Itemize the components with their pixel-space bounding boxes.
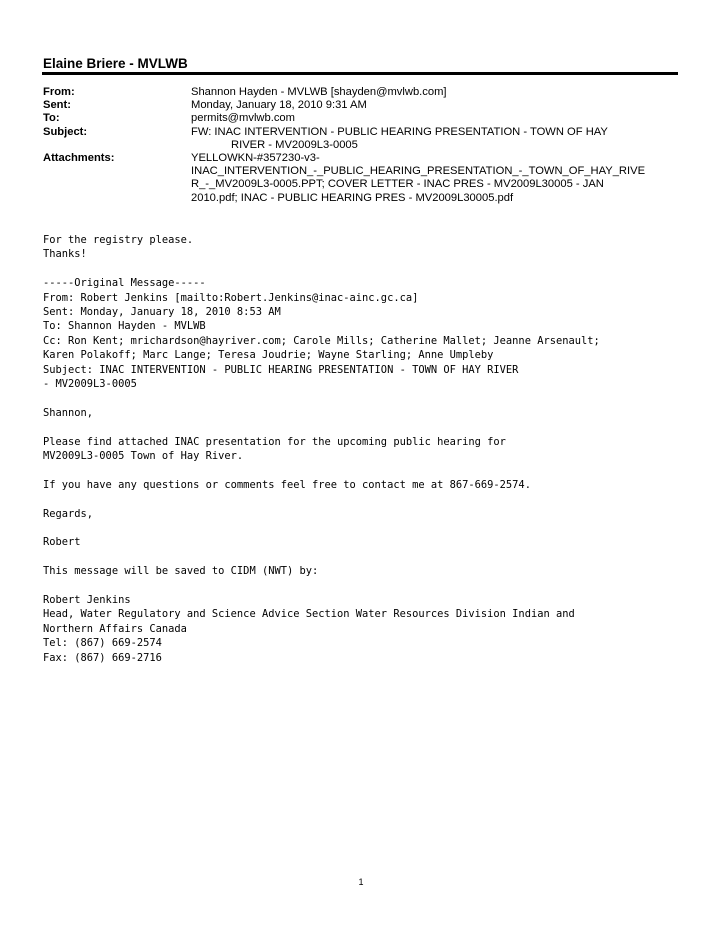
from-label: From: bbox=[43, 86, 75, 98]
document-title: Elaine Briere - MVLWB bbox=[43, 56, 188, 71]
page-number: 1 bbox=[358, 877, 364, 887]
body-line: Sent: Monday, January 18, 2010 8:53 AM bbox=[43, 306, 281, 319]
subject-value bbox=[191, 126, 683, 152]
from-row bbox=[43, 86, 683, 99]
attachment-line[interactable]: INAC_INTERVENTION_-_PUBLIC_HEARING_PRESENTATION_-_TOWN_OF_HAY_RIVE bbox=[191, 165, 646, 178]
subject-line-2: RIVER - MV2009L3-0005 bbox=[231, 138, 358, 151]
attachments-value bbox=[191, 152, 683, 205]
body-line: From: Robert Jenkins [mailto:Robert.Jenkins@inac-ainc.gc.ca] bbox=[43, 291, 419, 304]
sent-value: Monday, January 18, 2010 9:31 AM bbox=[191, 99, 367, 112]
body-line: Fax: (867) 669-2716 bbox=[43, 651, 162, 664]
attachment-line[interactable]: YELLOWKN-#357230-v3- bbox=[191, 152, 320, 165]
body-line: If you have any questions or comments feel free to contact me at 867-669-2574. bbox=[43, 478, 531, 491]
body-line bbox=[43, 420, 683, 434]
body-line: For the registry please. bbox=[43, 234, 194, 246]
from-value: Shannon Hayden - MVLWB [shayden@mvlwb.com] bbox=[191, 86, 447, 98]
attachments-row bbox=[43, 152, 683, 205]
body-line: Karen Polakoff; Marc Lange; Teresa Joudrie; Wayne Starling; Anne Umpleby bbox=[43, 349, 494, 362]
subject-row bbox=[43, 126, 683, 152]
body-line: Robert Jenkins bbox=[43, 594, 131, 607]
body-line: Cc: Ron Kent; mrichardson@hayriver.com; Carole Mills; Catherine Mallet; Jeanne Arsenault; bbox=[43, 334, 600, 347]
body-line: -----Original Message----- bbox=[43, 277, 206, 290]
subject-label: Subject: bbox=[43, 125, 88, 138]
title-divider bbox=[42, 72, 678, 75]
subject-line-1: FW: INAC INTERVENTION - PUBLIC HEARING PRESENTATION - TOWN OF HAY bbox=[191, 125, 608, 138]
body-line bbox=[43, 550, 683, 564]
email-body bbox=[43, 233, 683, 665]
body-line: Thanks! bbox=[43, 248, 87, 261]
to-label: To: bbox=[43, 112, 60, 125]
body-line: Head, Water Regulatory and Science Advice Section Water Resources Division Indian and bbox=[43, 608, 575, 621]
body-line: Robert bbox=[43, 536, 81, 549]
to-row bbox=[43, 112, 683, 125]
body-line bbox=[43, 262, 683, 276]
body-line: Please find attached INAC presentation for the upcoming public hearing for bbox=[43, 435, 506, 448]
body-line: MV2009L3-0005 Town of Hay River. bbox=[43, 450, 244, 463]
attachment-line[interactable]: R_-_MV2009L3-0005.PPT; COVER LETTER - INAC PRES - MV2009L30005 - JAN bbox=[191, 178, 604, 191]
body-line: Subject: INAC INTERVENTION - PUBLIC HEARING PRESENTATION - TOWN OF HAY RIVER bbox=[43, 363, 519, 376]
body-line: Tel: (867) 669-2574 bbox=[43, 637, 162, 650]
sent-row bbox=[43, 99, 683, 112]
body-line: - MV2009L3-0005 bbox=[43, 378, 137, 391]
sent-label: Sent: bbox=[43, 99, 71, 112]
body-line: This message will be saved to CIDM (NWT) by: bbox=[43, 565, 319, 578]
to-value: permits@mvlwb.com bbox=[191, 112, 295, 125]
body-line bbox=[43, 463, 683, 477]
email-header bbox=[43, 86, 683, 205]
attachment-line[interactable]: 2010.pdf; INAC - PUBLIC HEARING PRES - MV2009L30005.pdf bbox=[191, 191, 514, 204]
body-line bbox=[43, 521, 683, 535]
body-line bbox=[43, 391, 683, 405]
body-line: To: Shannon Hayden - MVLWB bbox=[43, 320, 206, 333]
attachments-label: Attachments: bbox=[43, 152, 115, 165]
body-line: Shannon, bbox=[43, 406, 94, 419]
body-line bbox=[43, 579, 683, 593]
body-line: Regards, bbox=[43, 507, 94, 520]
body-line: Northern Affairs Canada bbox=[43, 622, 187, 635]
body-line bbox=[43, 492, 683, 506]
